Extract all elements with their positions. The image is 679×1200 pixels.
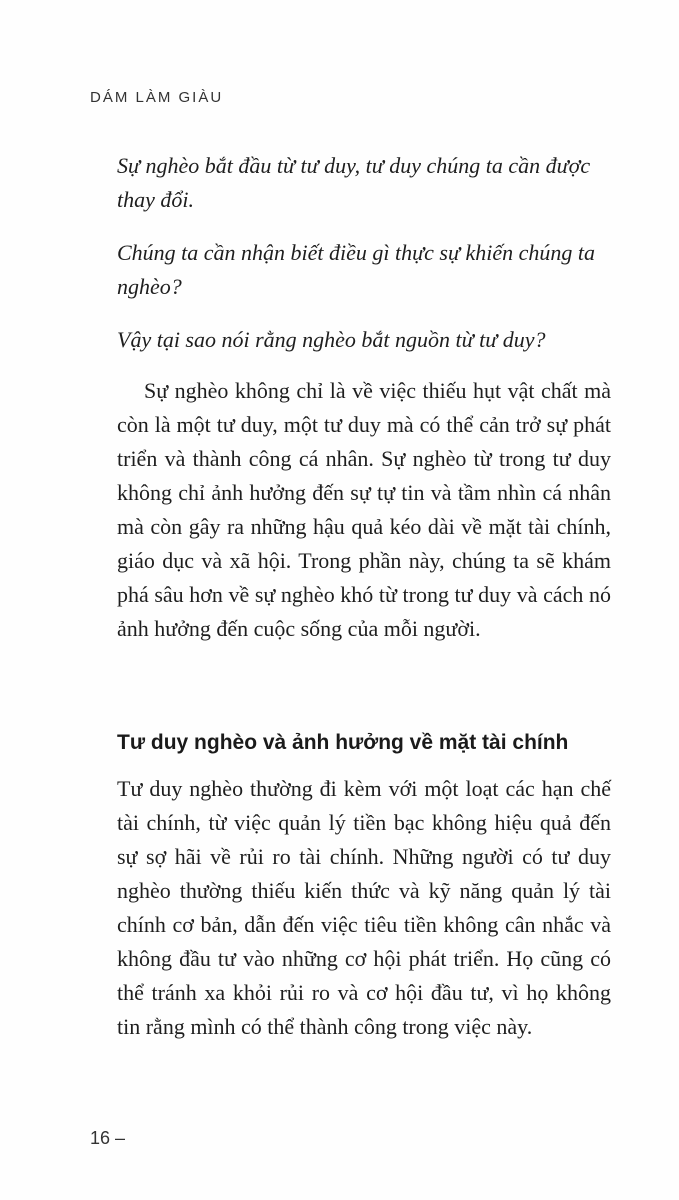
section-heading: Tư duy nghèo và ảnh hưởng về mặt tài chính: [117, 731, 569, 754]
section-paragraph: Tư duy nghèo thường đi kèm với một loạt các hạn chế tài chính, từ việc quản lý tiền bạc không hiệu quả đến sự sợ hãi về rủi ro tài chính. Những người có tư duy nghèo thường thiếu kiến thức và kỹ năng quản lý tài chính cơ bản, dẫn đến việc tiêu tiền không cân nhắc và không đầu tư vào những cơ hội phát triển. Họ cũng có thể tránh xa khỏi rủi ro và cơ hội đầu tư, vì họ không tin rằng mình có thể thành công trong việc này.: [117, 776, 611, 1039]
running-header-title: DÁM LÀM GIÀU: [90, 89, 224, 106]
intro-paragraph: Sự nghèo không chỉ là về việc thiếu hụt vật chất mà còn là một tư duy, một tư duy mà có thể cản trở sự phát triển và thành công cá nhân. Sự nghèo từ trong tư duy không chỉ ảnh hưởng đến sự tự tin và tầm nhìn cá nhân mà còn gây ra những hậu quả kéo dài về mặt tài chính, giáo dục và xã hội. Trong phần này, chúng ta sẽ khám phá sâu hơn về sự nghèo khó từ trong tư duy và cách nó ảnh hưởng đến cuộc sống của mỗi người.: [117, 378, 611, 641]
quote-line: Sự nghèo bắt đầu từ tư duy, tư duy chúng ta cần được thay đổi.: [117, 153, 591, 212]
quote-line: Vậy tại sao nói rằng nghèo bắt nguồn từ tư duy?: [117, 327, 546, 352]
page-number: 16 –: [90, 1128, 126, 1148]
quote-line: Chúng ta cần nhận biết điều gì thực sự khiến chúng ta nghèo?: [117, 240, 595, 299]
